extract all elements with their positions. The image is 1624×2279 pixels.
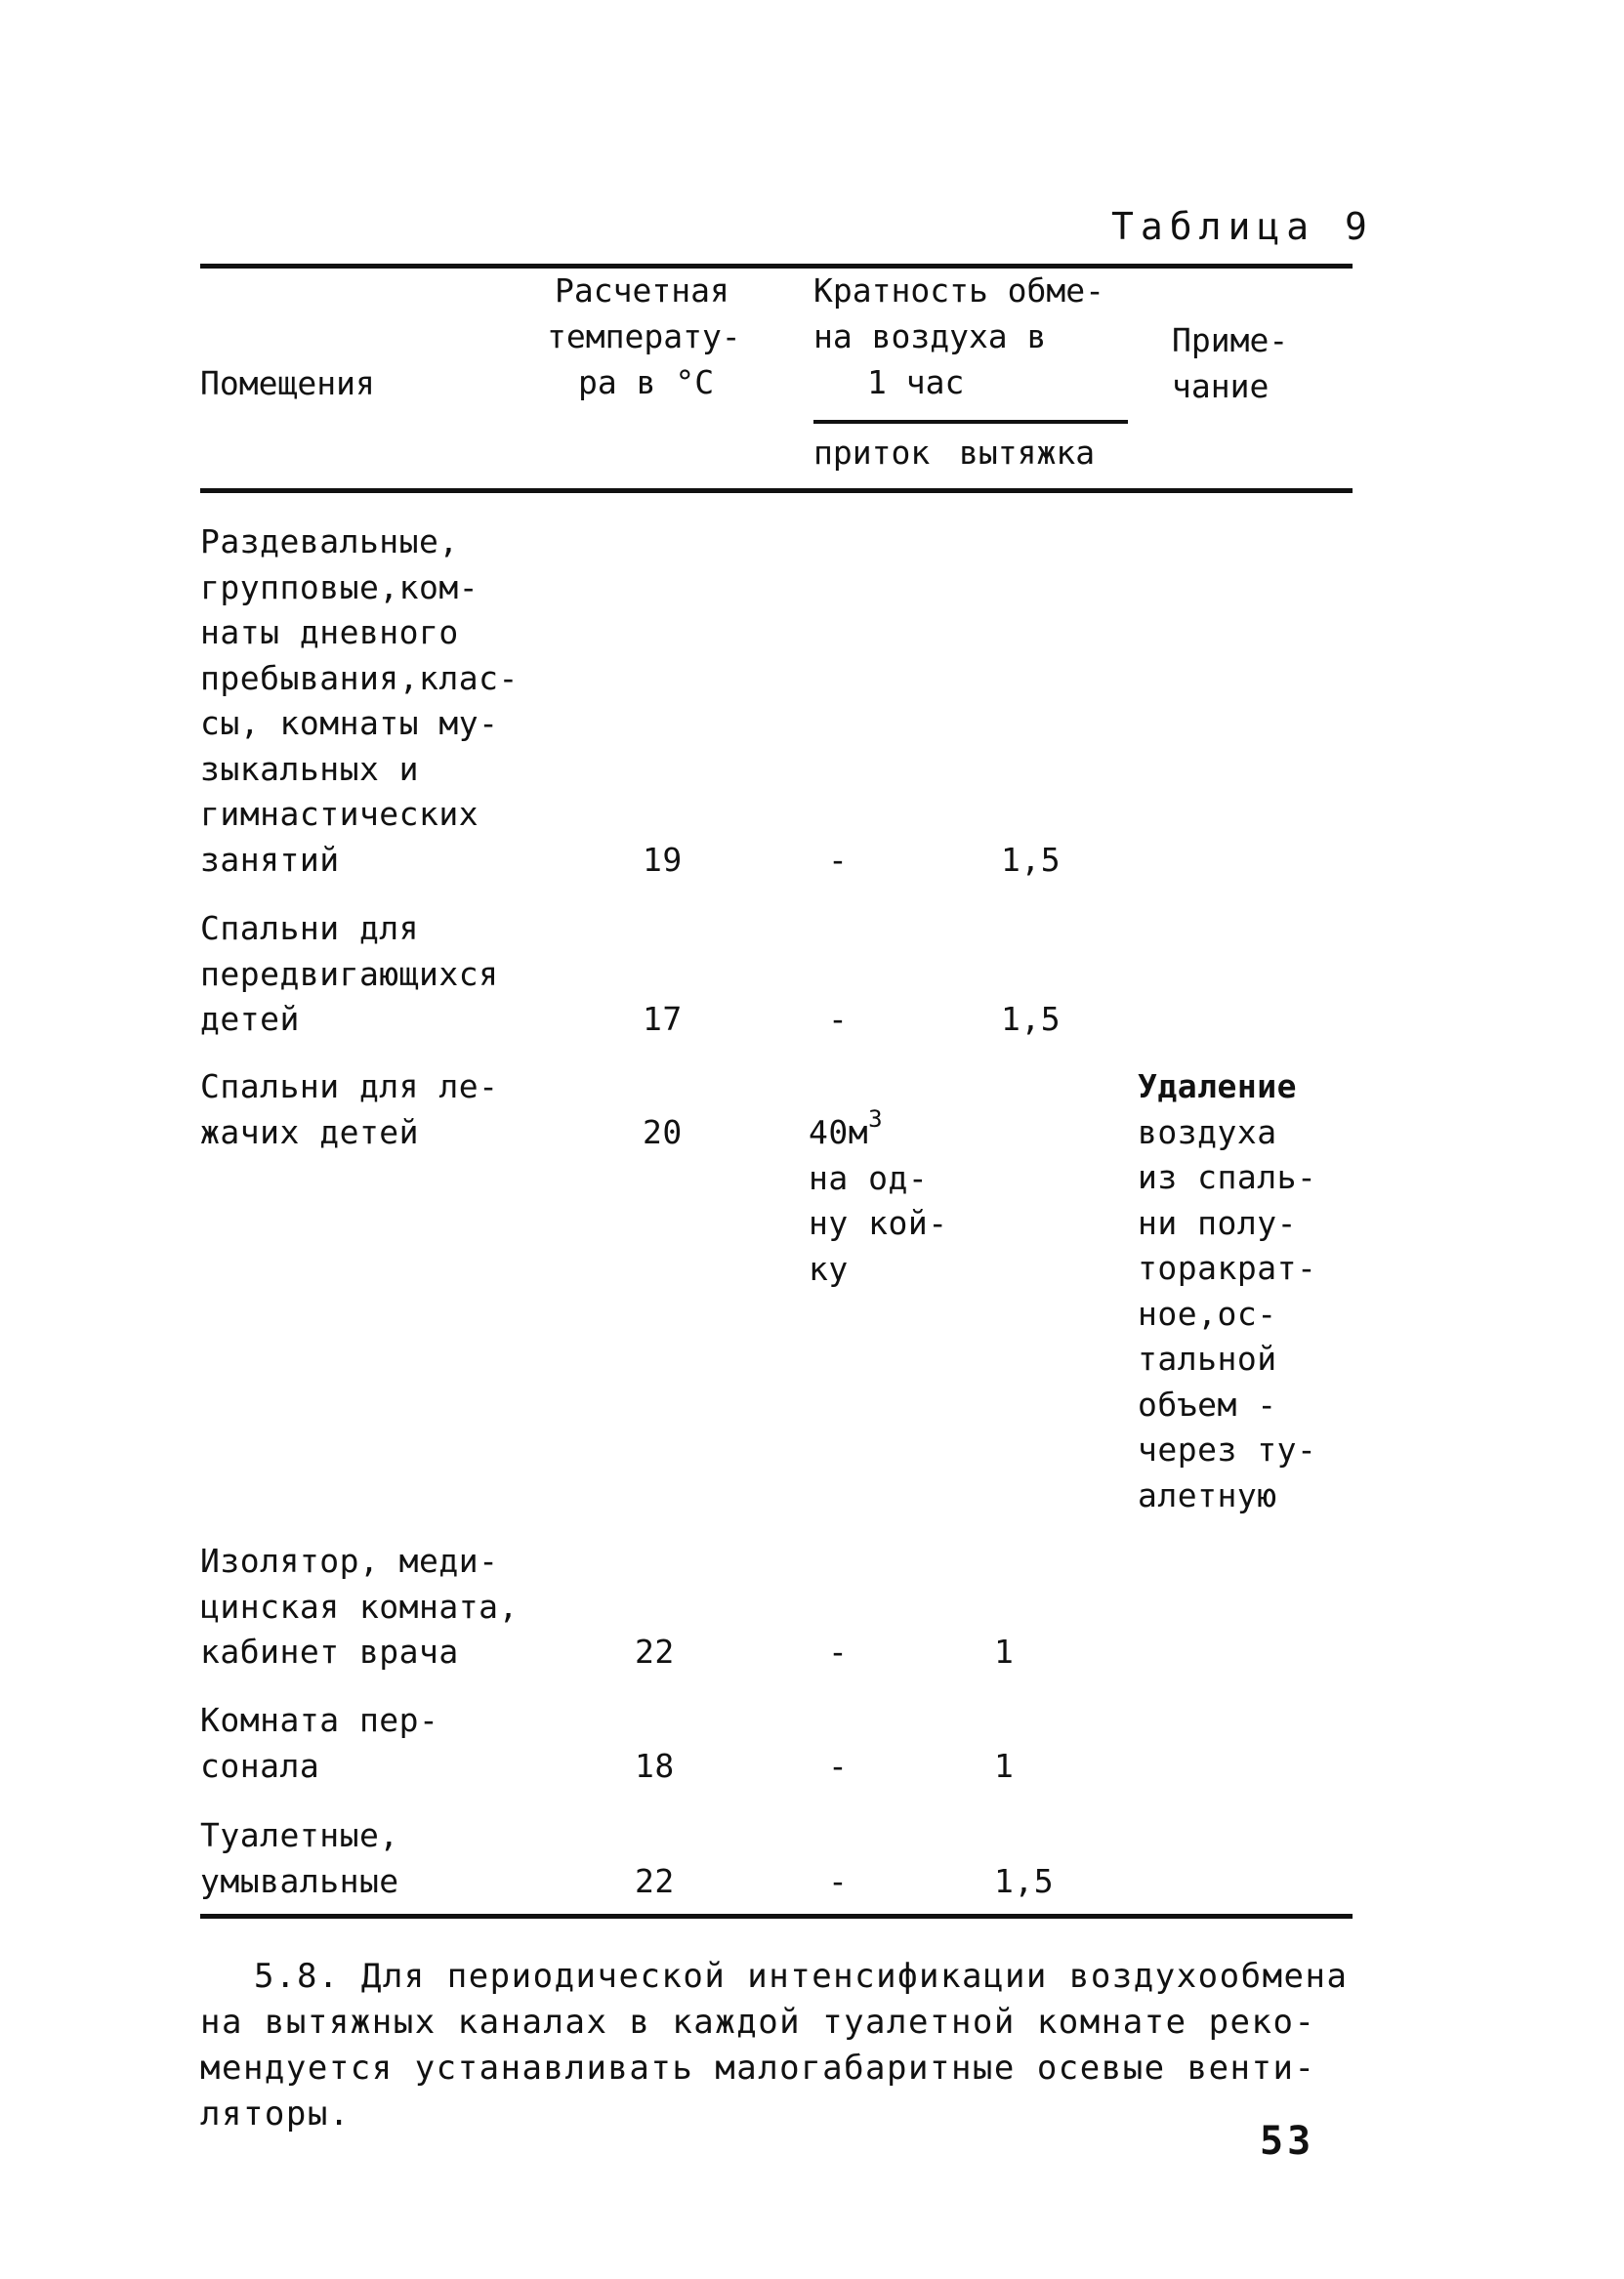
header-exchange-line: 1 час xyxy=(867,363,965,401)
row-room-name: Раздевальные, групповые,ком- наты дневного пребывания,клас- сы, комнаты му- зыкальных и гимнастических занятий xyxy=(200,522,519,879)
inflow-unit-superscript: 3 xyxy=(868,1105,884,1134)
inflow-value: 40м xyxy=(809,1113,869,1151)
row-inflow: - xyxy=(828,841,849,879)
row-room-name: Комната пер- сонала xyxy=(200,1701,439,1785)
body-paragraph: 5.8. Для периодической интенсификации воздухообмена на вытяжных каналах в каждой туалетной комнате реко- мендуется устанавливать малогабаритные осевые венти- ляторы. xyxy=(200,1957,1349,2134)
row-exhaust: 1,5 xyxy=(994,1862,1055,1900)
row-exhaust: 1,5 xyxy=(1001,841,1062,879)
header-bottom-rule xyxy=(200,488,1353,493)
row-room-name: Спальни для ле- жачих детей xyxy=(200,1067,499,1151)
table-bottom-rule xyxy=(200,1914,1353,1919)
row-inflow: - xyxy=(828,1000,849,1038)
row-inflow: - xyxy=(828,1862,849,1900)
header-exchange-line: Кратность обме- xyxy=(813,271,1105,310)
row-temperature: 22 xyxy=(635,1862,675,1900)
header-exhaust: вытяжка xyxy=(959,434,1096,472)
table-top-rule xyxy=(200,264,1353,269)
row-temperature: 19 xyxy=(643,841,683,879)
row-temperature: 18 xyxy=(635,1747,675,1785)
header-exchange-line: на воздуха в xyxy=(813,317,1047,355)
row-temperature: 22 xyxy=(635,1633,675,1671)
header-note-line: Приме- xyxy=(1172,321,1289,359)
row-temperature: 20 xyxy=(643,1113,683,1151)
row-temperature: 17 xyxy=(643,1000,683,1038)
row-inflow: $40м^3$ на од- ну кой- ку xyxy=(809,1105,948,1288)
header-note-line: чание xyxy=(1172,367,1270,405)
header-temperature-line: Расчетная xyxy=(555,271,729,310)
header-inflow: приток xyxy=(813,434,931,472)
row-exhaust: 1,5 xyxy=(1001,1000,1062,1038)
header-rooms: Помещения xyxy=(200,364,375,402)
row-exhaust: 1 xyxy=(994,1633,1015,1671)
row-room-name: Туалетные, умывальные xyxy=(200,1816,399,1900)
exchange-subheader-rule xyxy=(813,420,1128,424)
row-inflow: - xyxy=(828,1633,849,1671)
page-number: 53 xyxy=(1260,2119,1315,2164)
row-exhaust: 1 xyxy=(994,1747,1015,1785)
table-caption: Таблица 9 xyxy=(1111,205,1374,248)
row-note: Удаление воздуха из спаль- ни полу- торакрат- ное,ос- тальной объем - через ту- алетную xyxy=(1138,1067,1317,1514)
row-room-name: Изолятор, меди- цинская комната, кабинет врача xyxy=(200,1542,519,1671)
row-inflow: - xyxy=(828,1747,849,1785)
header-temperature-line: температу- xyxy=(547,317,741,355)
header-temperature-line: ра в °C xyxy=(578,363,715,401)
row-room-name: Спальни для передвигающихся детей xyxy=(200,909,499,1038)
